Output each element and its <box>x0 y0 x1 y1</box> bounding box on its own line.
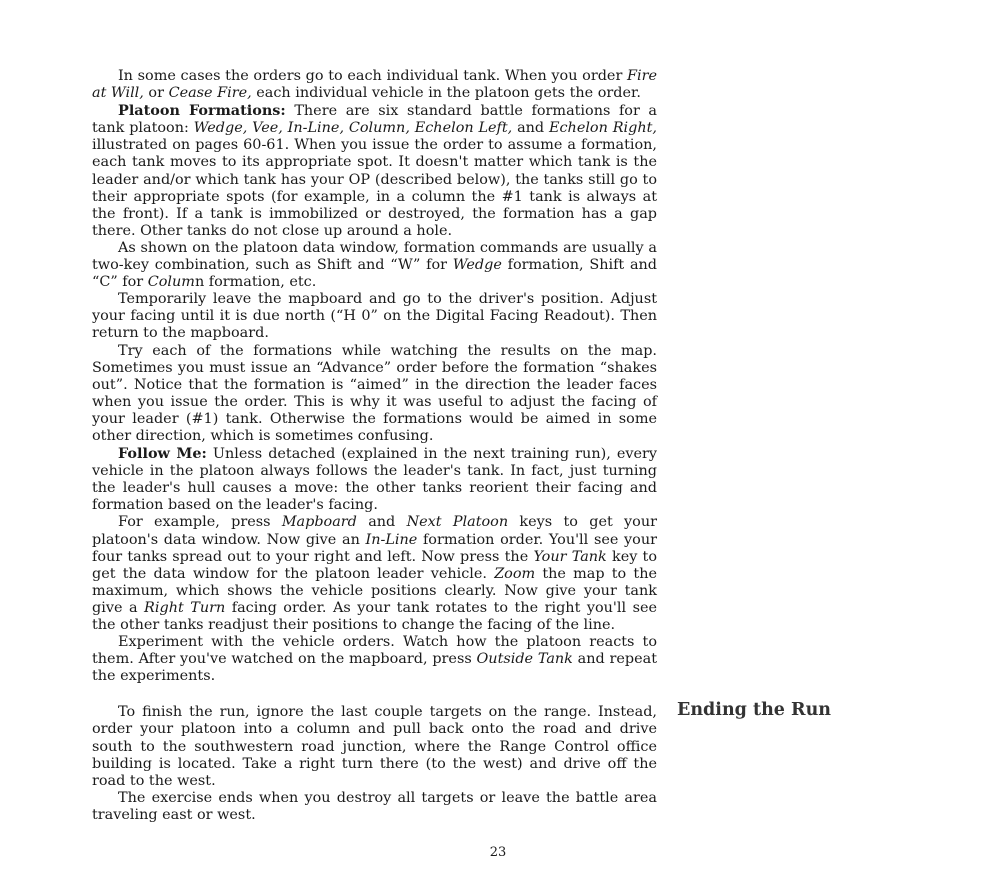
run-text: and <box>356 514 407 531</box>
paragraph <box>92 102 657 240</box>
paragraph <box>92 291 657 342</box>
run-text: To finish the run, ignore the last couple targets on the range. Instead, order your platoon into a column and pull back onto the road and drive south to the southwestern road junction, where the Range Control office building is located. Take a right turn there (to the west) and drive off the road to the west. <box>92 704 657 789</box>
run-text: Try each of the formations while watching the results on the map. Sometimes you must issue an “Advance” order before the formation “shakes out”. Notice that the formation is “aimed” in the direction the leader faces when you issue the order. This is why it was useful to adjust the facing of your leader (#1) tank. Otherwise the formations would be aimed in some other direction, which is sometimes confusing. <box>92 342 657 444</box>
run-emphasis: In-Line <box>365 531 418 548</box>
run-text: the map to the maximum, which shows the vehicle positions clearly. Now give your tank give a <box>92 565 657 616</box>
run-text: keys to get your platoon's data window. Now give an <box>92 514 657 548</box>
paragraph <box>92 343 657 446</box>
paragraph <box>92 445 657 514</box>
run-heading: Follow Me: <box>118 445 207 463</box>
run-emphasis: Wedge <box>452 257 502 274</box>
run-text: n formation, etc. <box>194 274 317 291</box>
paragraph <box>92 514 657 634</box>
run-text: key to get the data window for the platoon leader vehicle. <box>92 548 658 582</box>
paragraph <box>92 790 657 824</box>
paragraph <box>92 240 657 291</box>
run-emphasis: Mapboard <box>281 514 357 531</box>
run-emphasis: Colum <box>147 274 195 291</box>
run-emphasis: Right Turn <box>144 599 226 616</box>
run-heading: Platoon Formations: <box>118 102 286 120</box>
run-text: For example, press <box>118 514 282 531</box>
run-text: Temporarily leave the mapboard and go to the driver's position. Adjust your facing until it is due north (“H 0” on the Digital Facing Readout). Then return to the mapboard. <box>92 291 657 342</box>
run-text: There are six standard battle formations for a tank platoon: <box>92 103 657 137</box>
run-emphasis: Next Platoon <box>406 514 509 531</box>
run-emphasis: Cease Fire, <box>168 85 252 102</box>
run-text: or <box>143 85 169 102</box>
paragraph <box>92 704 657 789</box>
run-emphasis: Echelon Right, <box>548 120 657 137</box>
page-number: 23 <box>489 845 507 860</box>
run-text: and <box>512 120 549 137</box>
run-text: Experiment with the vehicle orders. Watch how the platoon reacts to them. After you've watched on the mapboard, press <box>92 634 657 668</box>
run-text: and repeat the experiments. <box>92 651 657 685</box>
run-text: Unless detached (explained in the next training run), every vehicle in the platoon always follows the leader's tank. In fact, just turning the leader's hull causes a move: the other tanks reorient their facing and formation based on the leader's facing. <box>92 446 657 514</box>
paragraph <box>92 634 657 685</box>
run-emphasis: Your Tank <box>533 548 607 565</box>
body-text-column <box>92 68 657 824</box>
run-emphasis: Fire at Will, <box>92 68 657 102</box>
run-text: formation, Shift and “C” for <box>92 257 658 291</box>
run-text: facing order. As your tank rotates to the right you'll see the other tanks readjust their positions to change the facing of the line. <box>92 599 657 633</box>
run-text: As shown on the platoon data window, formation commands are usually a two-key combination, such as Shift and “W” for <box>92 239 657 274</box>
run-text: illustrated on pages 60-61. When you issue the order to assume a formation, each tank moves to its appropriate spot. It doesn't matter which tank is the leader and/or which tank has your OP (described below), the tanks still go to their appropriate spots (for example, in a column the #1 tank is always at the front). If a tank is immobilized or destroyed, the formation has a gap there. Other tanks do not close up around a hole. <box>92 137 657 239</box>
run-emphasis: Zoom <box>494 565 536 582</box>
run-text: each individual vehicle in the platoon gets the order. <box>251 85 641 102</box>
side-heading: Ending the Run <box>677 700 832 720</box>
run-emphasis: Outside Tank <box>476 651 573 668</box>
run-text: formation order. You'll see your four tanks spread out to your right and left. Now press the <box>92 531 657 565</box>
paragraph <box>92 68 657 102</box>
run-text: The exercise ends when you destroy all targets or leave the battle area traveling east or west. <box>92 789 657 823</box>
run-emphasis: Wedge, Vee, In-Line, Column, Echelon Left, <box>193 120 513 137</box>
run-text: In some cases the orders go to each individual tank. When you order <box>118 68 628 84</box>
